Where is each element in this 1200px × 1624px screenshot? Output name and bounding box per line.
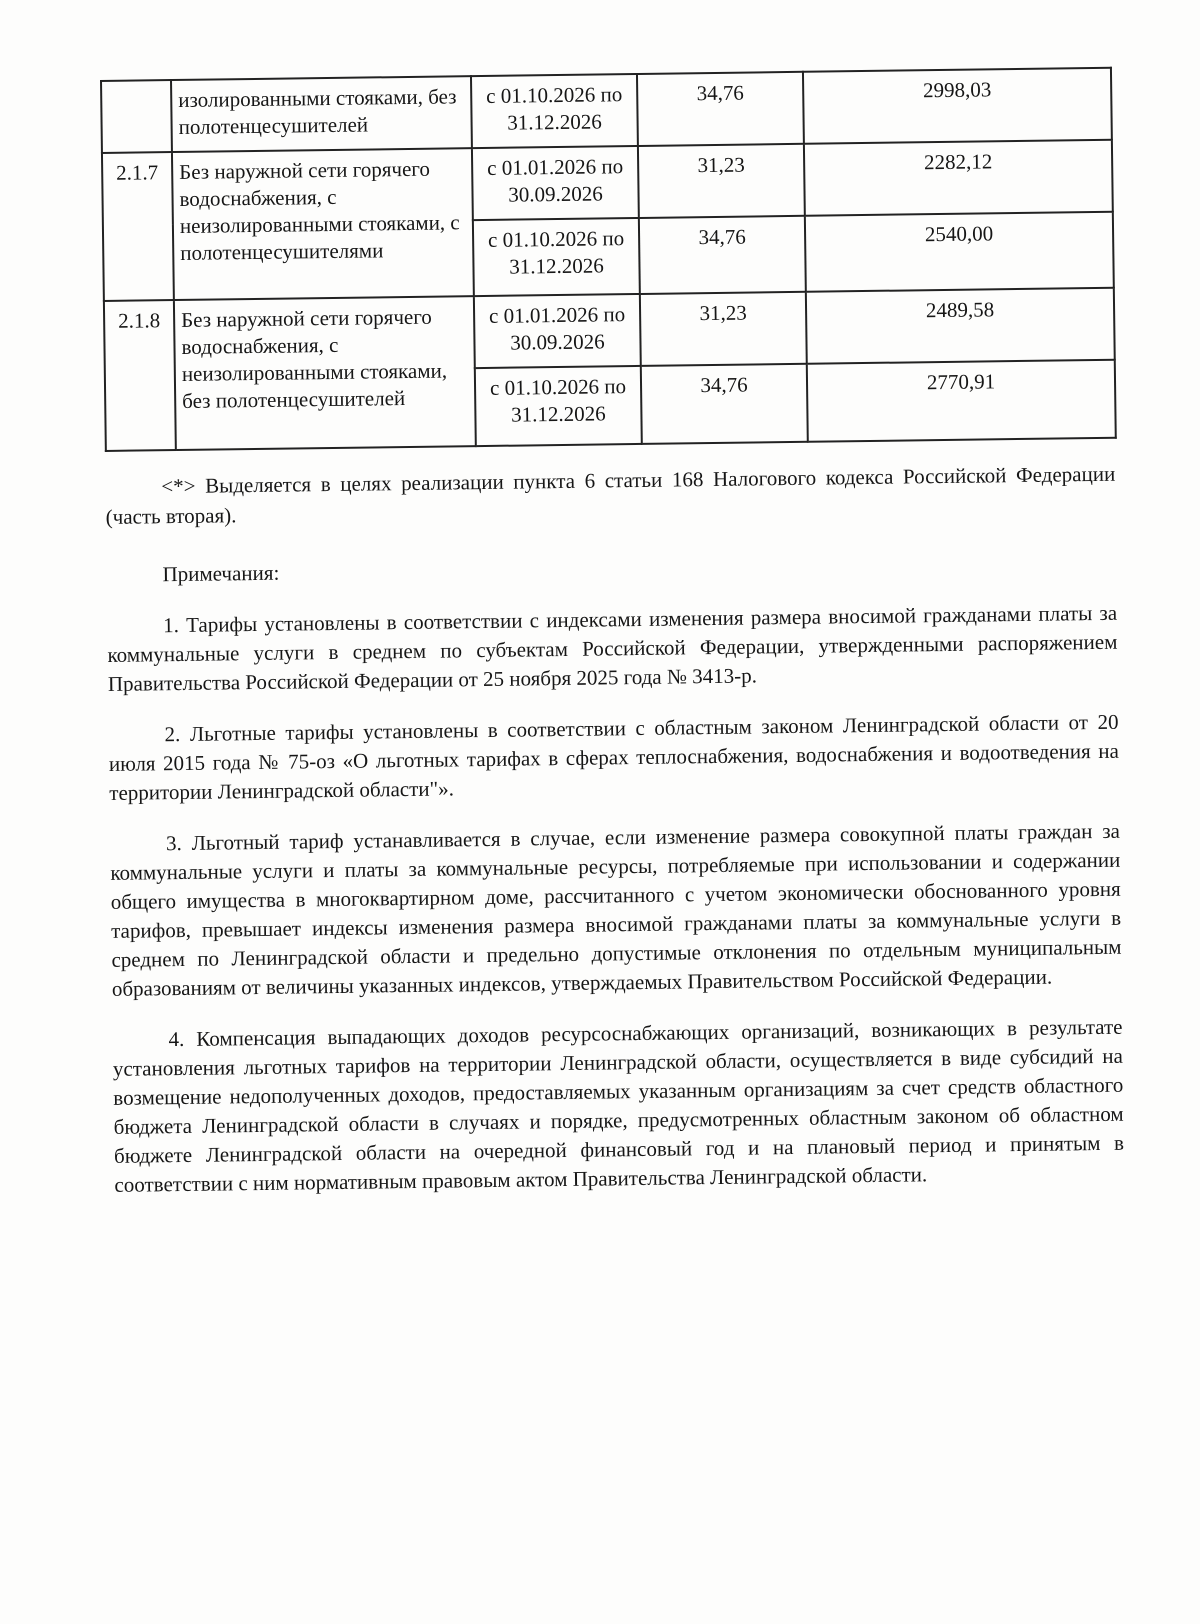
- table-row: [104, 288, 1115, 373]
- amount-cell: 2282,12: [804, 140, 1113, 216]
- row-number-cell: 2.1.8: [104, 300, 176, 451]
- period-cell: с 01.10.2026 по 31.12.2026: [471, 74, 638, 148]
- amount-cell: 2998,03: [803, 68, 1112, 144]
- period-cell: с 01.10.2026 по 31.12.2026: [475, 366, 642, 446]
- footnote: <*> Выделяется в целях реализации пункта 6 статьи 168 Налогового кодекса Российской Федерации (часть вторая).: [105, 461, 1116, 529]
- row-description-cell: изолированными стояками, без полотенцесушителей: [171, 76, 472, 152]
- amount-cell: 2489,58: [806, 288, 1115, 364]
- row-number-cell: [101, 80, 172, 153]
- row-description-cell: Без наружной сети горячего водоснабжения, с неизолированными стояками, с полотенцесушителями: [172, 148, 474, 300]
- amount-cell: 2770,91: [807, 360, 1116, 442]
- period-cell: с 01.01.2026 по 30.09.2026: [472, 146, 639, 220]
- rate-cell: 34,76: [637, 72, 804, 146]
- rate-cell: 31,23: [640, 292, 807, 366]
- period-cell: с 01.01.2026 по 30.09.2026: [474, 294, 641, 368]
- row-number-cell: 2.1.7: [102, 152, 174, 301]
- notes-heading: Примечания:: [162, 560, 280, 587]
- amount-cell: 2540,00: [805, 212, 1114, 292]
- note-paragraph: 4. Компенсация выпадающих доходов ресурсоснабжающих организаций, возникающих в результате установления льготных тарифов на территории Ленинградской области, осуществляется в виде субсидий на возмещение недополученных доходов, предоставляемых указанным организациям за счет средств областного бюджета Ленинградской области в случаях и порядке, предусмотренных областным законом об областном бюджете Ленинградской области на очередной финансовый год и на плановый период и принятым в соответствии с ним нормативным правовым актом Правительства Ленинградской области.: [112, 1014, 1125, 1197]
- table-row: [101, 68, 1112, 153]
- note-paragraph: 3. Льготный тариф устанавливается в случае, если изменение размера совокупной платы граждан за коммунальные услуги и платы за коммунальные ресурсы, потребляемые при использовании и содержании общего имущества в многоквартирном доме, рассчитанного с учетом экономически обоснованного уровня тарифов, превышает индексы изменения размера вносимой гражданами платы за коммунальные услуги в среднем по Ленинградской области и предельно допустимые отклонения по отдельным муниципальным образованиям от величины указанных индексов, утверждаемых Правительством Российской Федерации.: [110, 818, 1122, 1001]
- period-cell: с 01.10.2026 по 31.12.2026: [473, 218, 640, 296]
- note-paragraph: 1. Тарифы установлены в соответствии с индексами изменения размера вносимой гражданами платы за коммунальные услуги в среднем по субъектам Российской Федерации, утвержденными распоряжением Правительства Российской Федерации от 25 ноября 2025 года № 3413-р.: [107, 600, 1118, 696]
- rate-cell: 31,23: [638, 144, 805, 218]
- table-row: [102, 140, 1113, 225]
- page-content: [100, 67, 1145, 1221]
- rate-cell: 34,76: [641, 364, 808, 444]
- note-paragraph: 2. Льготные тарифы установлены в соответствии с областным законом Ленинградской области от 20 июля 2015 года № 75-оз «О льготных тарифах в сферах теплоснабжения, водоснабжения и водоотведения на территории Ленинградской области"».: [108, 709, 1120, 805]
- tariff-table: [100, 67, 1117, 452]
- rate-cell: 34,76: [639, 216, 806, 294]
- row-description-cell: Без наружной сети горячего водоснабжения, с неизолированными стояками, без полотенцесушителей: [174, 296, 476, 450]
